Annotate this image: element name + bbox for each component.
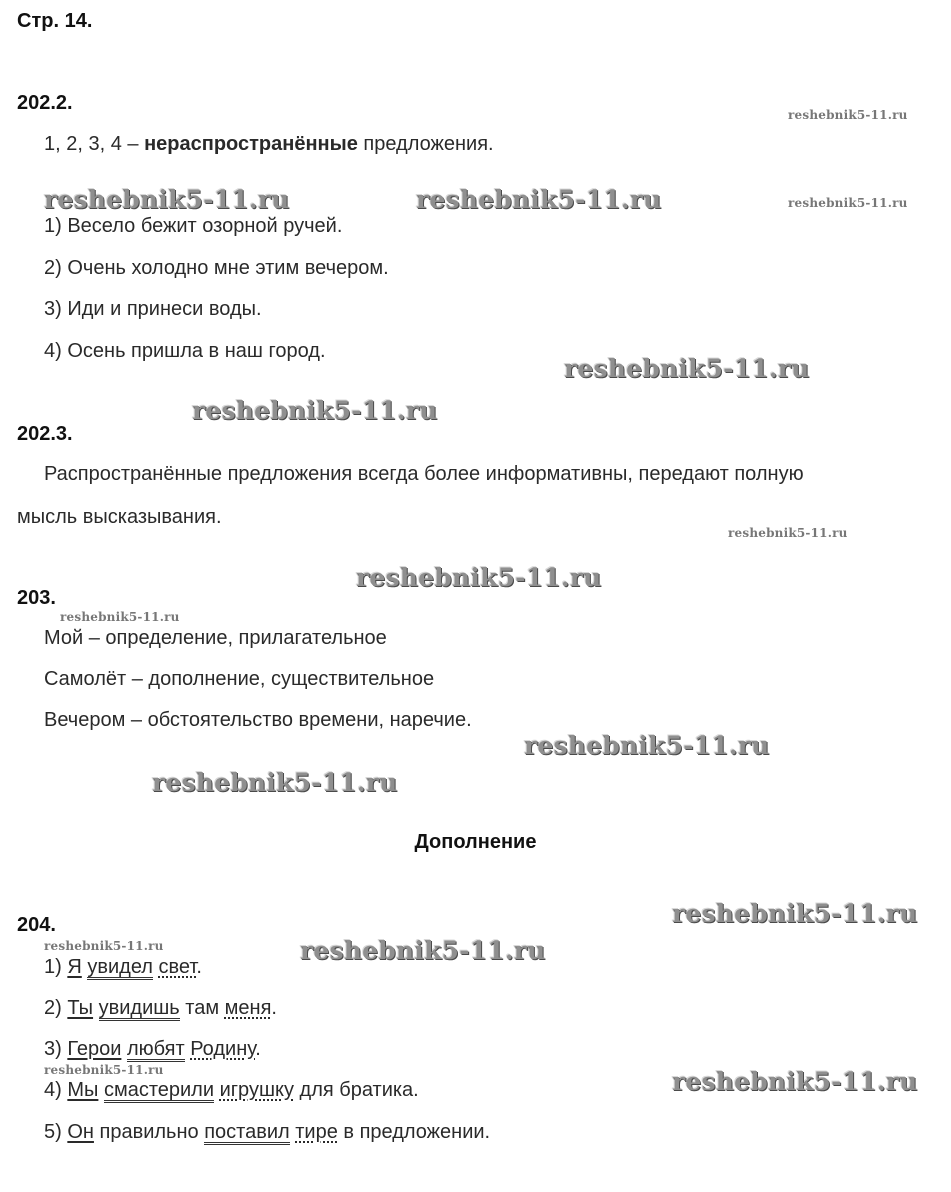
watermark: reshebnik5-11.ru [356, 563, 602, 592]
sentence-index: 3) [44, 1038, 68, 1060]
watermark: reshebnik5-11.ru [728, 526, 848, 540]
subject-word: Он [67, 1121, 94, 1143]
sentence-end: для братика. [293, 1079, 419, 1101]
watermark: reshebnik5-11.ru [524, 731, 770, 760]
watermark: reshebnik5-11.ru [672, 899, 918, 928]
sentence-end: . [271, 997, 277, 1019]
sentence-index: 2) [44, 997, 68, 1019]
exercise-202-2-item-4: 4) Осень пришла в наш город. [44, 340, 326, 362]
predicate-word: смастерили [103, 1079, 215, 1101]
exercise-202-2-intro [44, 133, 494, 156]
exercise-202-3-line-1: Распространённые предложения всегда более информативны, передают полную [44, 463, 804, 485]
sentence-index: 4) [44, 1079, 68, 1101]
predicate-word: увидел [87, 956, 153, 978]
exercise-204-sentence-3 [44, 1038, 261, 1062]
object-word: меня [224, 997, 272, 1019]
page-number-header: Стр. 14. [17, 10, 93, 32]
exercise-202-2-item-1: 1) Весело бежит озорной ручей. [44, 215, 343, 237]
subject-word: Мы [67, 1079, 99, 1101]
predicate-word: увидишь [98, 997, 180, 1019]
object-word: игрушку [219, 1079, 294, 1101]
watermark: reshebnik5-11.ru [60, 610, 180, 624]
exercise-203-item-1: Мой – определение, прилагательное [44, 627, 387, 649]
exercise-204-sentence-1 [44, 956, 202, 980]
intro-suffix: предложения. [357, 133, 494, 155]
exercise-202-2-item-3: 3) Иди и принеси воды. [44, 298, 262, 320]
subject-word: Герои [67, 1038, 122, 1060]
sentence-end: . [196, 956, 202, 978]
exercise-204-number: 204. [17, 914, 56, 936]
sentence-middle: правильно [93, 1121, 205, 1143]
object-word: тире [295, 1121, 338, 1143]
watermark: reshebnik5-11.ru [672, 1067, 918, 1096]
exercise-203-item-2: Самолёт – дополнение, существительное [44, 668, 435, 690]
sentence-end: . [255, 1038, 261, 1060]
subject-word: Ты [67, 997, 94, 1019]
object-word: свет [158, 956, 197, 978]
sentence-index: 5) [44, 1121, 68, 1143]
watermark: reshebnik5-11.ru [564, 354, 810, 383]
exercise-203-item-3: Вечером – обстоятельство времени, наречие. [44, 709, 472, 731]
watermark: reshebnik5-11.ru [152, 768, 398, 797]
watermark: reshebnik5-11.ru [44, 1063, 164, 1077]
exercise-204-sentence-4 [44, 1079, 419, 1103]
sentence-end: в предложении. [337, 1121, 491, 1143]
exercise-204-sentence-2 [44, 997, 277, 1021]
watermark: reshebnik5-11.ru [44, 185, 290, 214]
watermark: reshebnik5-11.ru [788, 108, 908, 122]
intro-bold-term: нераспространённые [144, 133, 358, 155]
intro-prefix: 1, 2, 3, 4 – [44, 133, 145, 155]
object-word: Родину [190, 1038, 256, 1060]
sentence-index: 1) [44, 956, 68, 978]
predicate-word: любят [126, 1038, 185, 1060]
exercise-203-number: 203. [17, 587, 56, 609]
watermark: reshebnik5-11.ru [44, 939, 164, 953]
exercise-202-3-number: 202.3. [17, 423, 73, 445]
section-title: Дополнение [414, 831, 537, 853]
exercise-202-2-item-2: 2) Очень холодно мне этим вечером. [44, 257, 389, 279]
watermark: reshebnik5-11.ru [300, 936, 546, 965]
watermark: reshebnik5-11.ru [192, 396, 438, 425]
subject-word: Я [67, 956, 82, 978]
exercise-202-2-number: 202.2. [17, 92, 73, 114]
sentence-middle: там [179, 997, 225, 1019]
predicate-word: поставил [204, 1121, 290, 1143]
exercise-202-3-line-2: мысль высказывания. [17, 506, 222, 528]
exercise-204-sentence-5 [44, 1121, 490, 1145]
watermark: reshebnik5-11.ru [788, 196, 908, 210]
watermark: reshebnik5-11.ru [416, 185, 662, 214]
